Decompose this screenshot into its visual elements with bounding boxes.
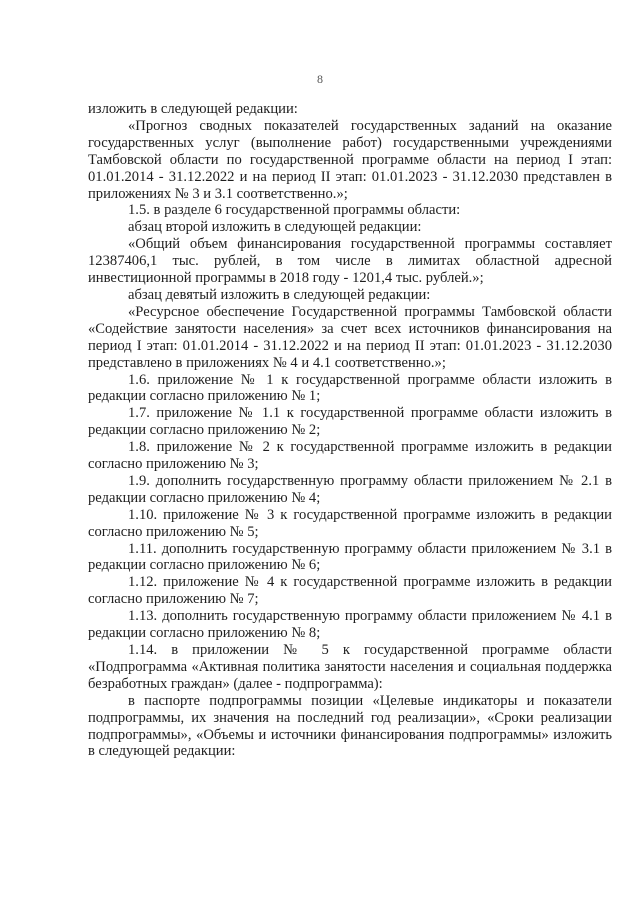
paragraph: «Ресурсное обеспечение Государственной программы Тамбовской области «Содействие занятости населения» за счет всех источников финансирования на период I этап: 01.01.2014 - 31.12.2022 и на период II этап: 01.01.2023 - 31.12.2030 представлено в приложениях № 4 и 4.1 соответственно.»; [88, 303, 612, 371]
paragraph: 1.13. дополнить государственную программу области приложением № 4.1 в редакции согласно приложению № 8; [88, 608, 612, 642]
paragraph: 1.9. дополнить государственную программу области приложением № 2.1 в редакции согласно приложению № 4; [88, 472, 612, 506]
paragraph: «Общий объем финансирования государственной программы составляет 12387406,1 тыс. рублей, в том числе в лимитах областной адресной инвестиционной программы в 2018 году - 1201,4 тыс. рублей.»; [88, 236, 612, 287]
paragraph: абзац девятый изложить в следующей редакции: [128, 286, 431, 303]
paragraph: 1.14. в приложении № 5 к государственной программе области «Подпрограмма «Активная политика занятости населения и социальная поддержка безработных граждан» (далее - подпрограмма): [88, 642, 612, 692]
paragraph: изложить в следующей редакции: [88, 101, 298, 117]
document-body [88, 101, 612, 760]
paragraph: 1.12. приложение № 4 к государственной программе изложить в редакции согласно приложению № 7; [88, 574, 612, 608]
paragraph: 1.7. приложение № 1.1 к государственной программе области изложить в редакции согласно приложению № 2; [88, 405, 612, 439]
paragraph: 1.10. приложение № 3 к государственной программе изложить в редакции согласно приложению № 5; [88, 506, 612, 540]
paragraph: 1.8. приложение № 2 к государственной программе изложить в редакции согласно приложению № 3; [88, 439, 612, 473]
paragraph: 1.5. в разделе 6 государственной программы области: [128, 202, 461, 219]
paragraph: 1.11. дополнить государственную программу области приложением № 3.1 в редакции согласно приложению № 6; [88, 540, 612, 574]
paragraph: 1.6. приложение № 1 к государственной программе области изложить в редакции согласно приложению № 1; [88, 371, 612, 405]
paragraph: «Прогноз сводных показателей государственных заданий на оказание государственных услуг (выполнение работ) государственными учреждениями Тамбовской области по государственной программе области на период I этап: 01.01.2014 - 31.12.2022 и на период II этап: 01.01.2023 - 31.12.2030 представлен в приложениях № 3 и 3.1 соответственно.»; [88, 117, 612, 202]
page-number: 8 [317, 72, 323, 86]
paragraph: абзац второй изложить в следующей редакции: [128, 219, 422, 236]
paragraph: в паспорте подпрограммы позиции «Целевые индикаторы и показатели подпрограммы, их значения на последний год реализации», «Сроки реализации подпрограммы», «Объемы и источники финансирования подпрограммы» изложить в следующей редакции: [88, 692, 612, 760]
